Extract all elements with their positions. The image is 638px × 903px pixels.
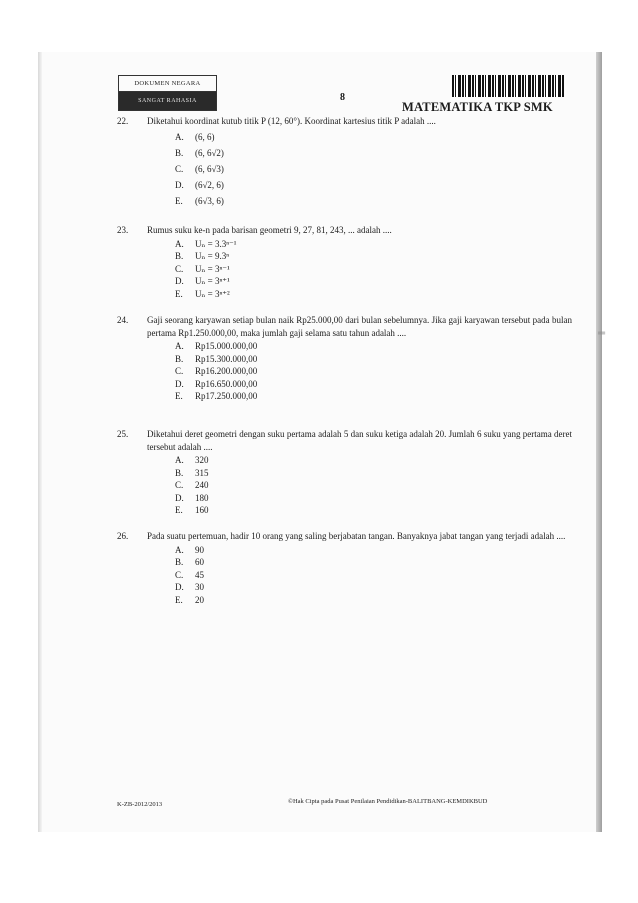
question-text: Gaji seorang karyawan setiap bulan naik Rp25.000,00 dari bulan sebelumnya. Jika gaji karyawan tersebut pada bulan pertama Rp1.250.000,00, maka jumlah gaji selama satu tahun adalah .... — [147, 315, 572, 338]
option-c: C. (6, 6√3) — [175, 163, 224, 174]
question-text: Diketahui koordinat kutub titik P (12, 60°). Koordinat kartesius titik P adalah .... — [147, 116, 436, 126]
option-e: E. Rp17.250.000,00 — [175, 391, 258, 401]
option-b: B. (6, 6√2) — [175, 147, 224, 158]
option-d: D. 30 — [175, 582, 204, 592]
binding-mark: ═ — [598, 328, 606, 339]
option-b: B. 60 — [175, 557, 204, 567]
question-number: 25. — [117, 429, 129, 439]
question-23 — [117, 224, 572, 300]
doc-label: DOKUMEN NEGARA — [119, 76, 216, 92]
page-number: 8 — [340, 92, 345, 103]
question-number: 22. — [117, 116, 129, 126]
option-b: B. Rp15.300.000,00 — [175, 353, 258, 364]
option-c: C. Uₙ = 3ⁿ⁻¹ — [175, 263, 230, 274]
option-c: C. 45 — [175, 569, 204, 580]
question-22 — [117, 115, 572, 209]
scan-edge-right — [596, 52, 602, 832]
document-classification-box — [118, 75, 217, 111]
option-d: D. (6√2, 6) — [175, 179, 224, 190]
option-d: D. Rp16.650.000,00 — [175, 378, 258, 389]
option-e: E. 160 — [175, 505, 209, 515]
question-26 — [117, 530, 572, 606]
copyright-notice: ©Hak Cipta pada Pusat Penilaian Pendidikan-BALITBANG-KEMDIKBUD — [288, 798, 488, 805]
question-text: Rumus suku ke-n pada barisan geometri 9, 27, 81, 243, ... adalah .... — [147, 225, 392, 235]
option-c: C. Rp16.200.000,00 — [175, 366, 258, 376]
option-a: A. 320 — [175, 455, 209, 465]
option-a: A. 90 — [175, 544, 204, 555]
barcode-icon — [452, 75, 564, 97]
option-a: A. Uₙ = 3.3ⁿ⁻¹ — [175, 238, 237, 249]
option-d: D. 180 — [175, 492, 209, 503]
question-number: 24. — [117, 315, 129, 325]
question-number: 26. — [117, 531, 129, 541]
options-list — [175, 129, 572, 209]
question-text: Pada suatu pertemuan, hadir 10 orang yang saling berjabatan tangan. Banyaknya jabat tangan yang terjadi adalah .... — [147, 531, 566, 541]
options-list — [175, 544, 572, 607]
option-a: A. Rp15.000.000,00 — [175, 341, 258, 351]
option-e: E. (6√3, 6) — [175, 195, 224, 206]
question-text: Diketahui deret geometri dengan suku pertama adalah 5 dan suku ketiga adalah 20. Jumlah 6 suku yang pertama deret tersebut adalah .... — [147, 429, 572, 452]
question-24 — [117, 314, 572, 403]
question-number: 23. — [117, 225, 129, 235]
option-a: A. (6, 6) — [175, 131, 215, 142]
option-b: B. 315 — [175, 467, 209, 478]
exam-code: K-ZB-2012/2013 — [117, 801, 163, 808]
options-list — [175, 454, 572, 517]
subject-title: MATEMATIKA TKP SMK — [402, 100, 553, 114]
option-e: E. Uₙ = 3ⁿ⁺² — [175, 288, 230, 299]
option-e: E. 20 — [175, 594, 204, 605]
options-list — [175, 238, 572, 301]
secret-label: SANGAT RAHASIA — [119, 92, 216, 110]
option-d: D. Uₙ = 3ⁿ⁺¹ — [175, 276, 230, 286]
question-25 — [117, 428, 572, 517]
option-b: B. Uₙ = 9.3ⁿ — [175, 251, 230, 261]
option-c: C. 240 — [175, 480, 209, 490]
options-list — [175, 340, 572, 403]
